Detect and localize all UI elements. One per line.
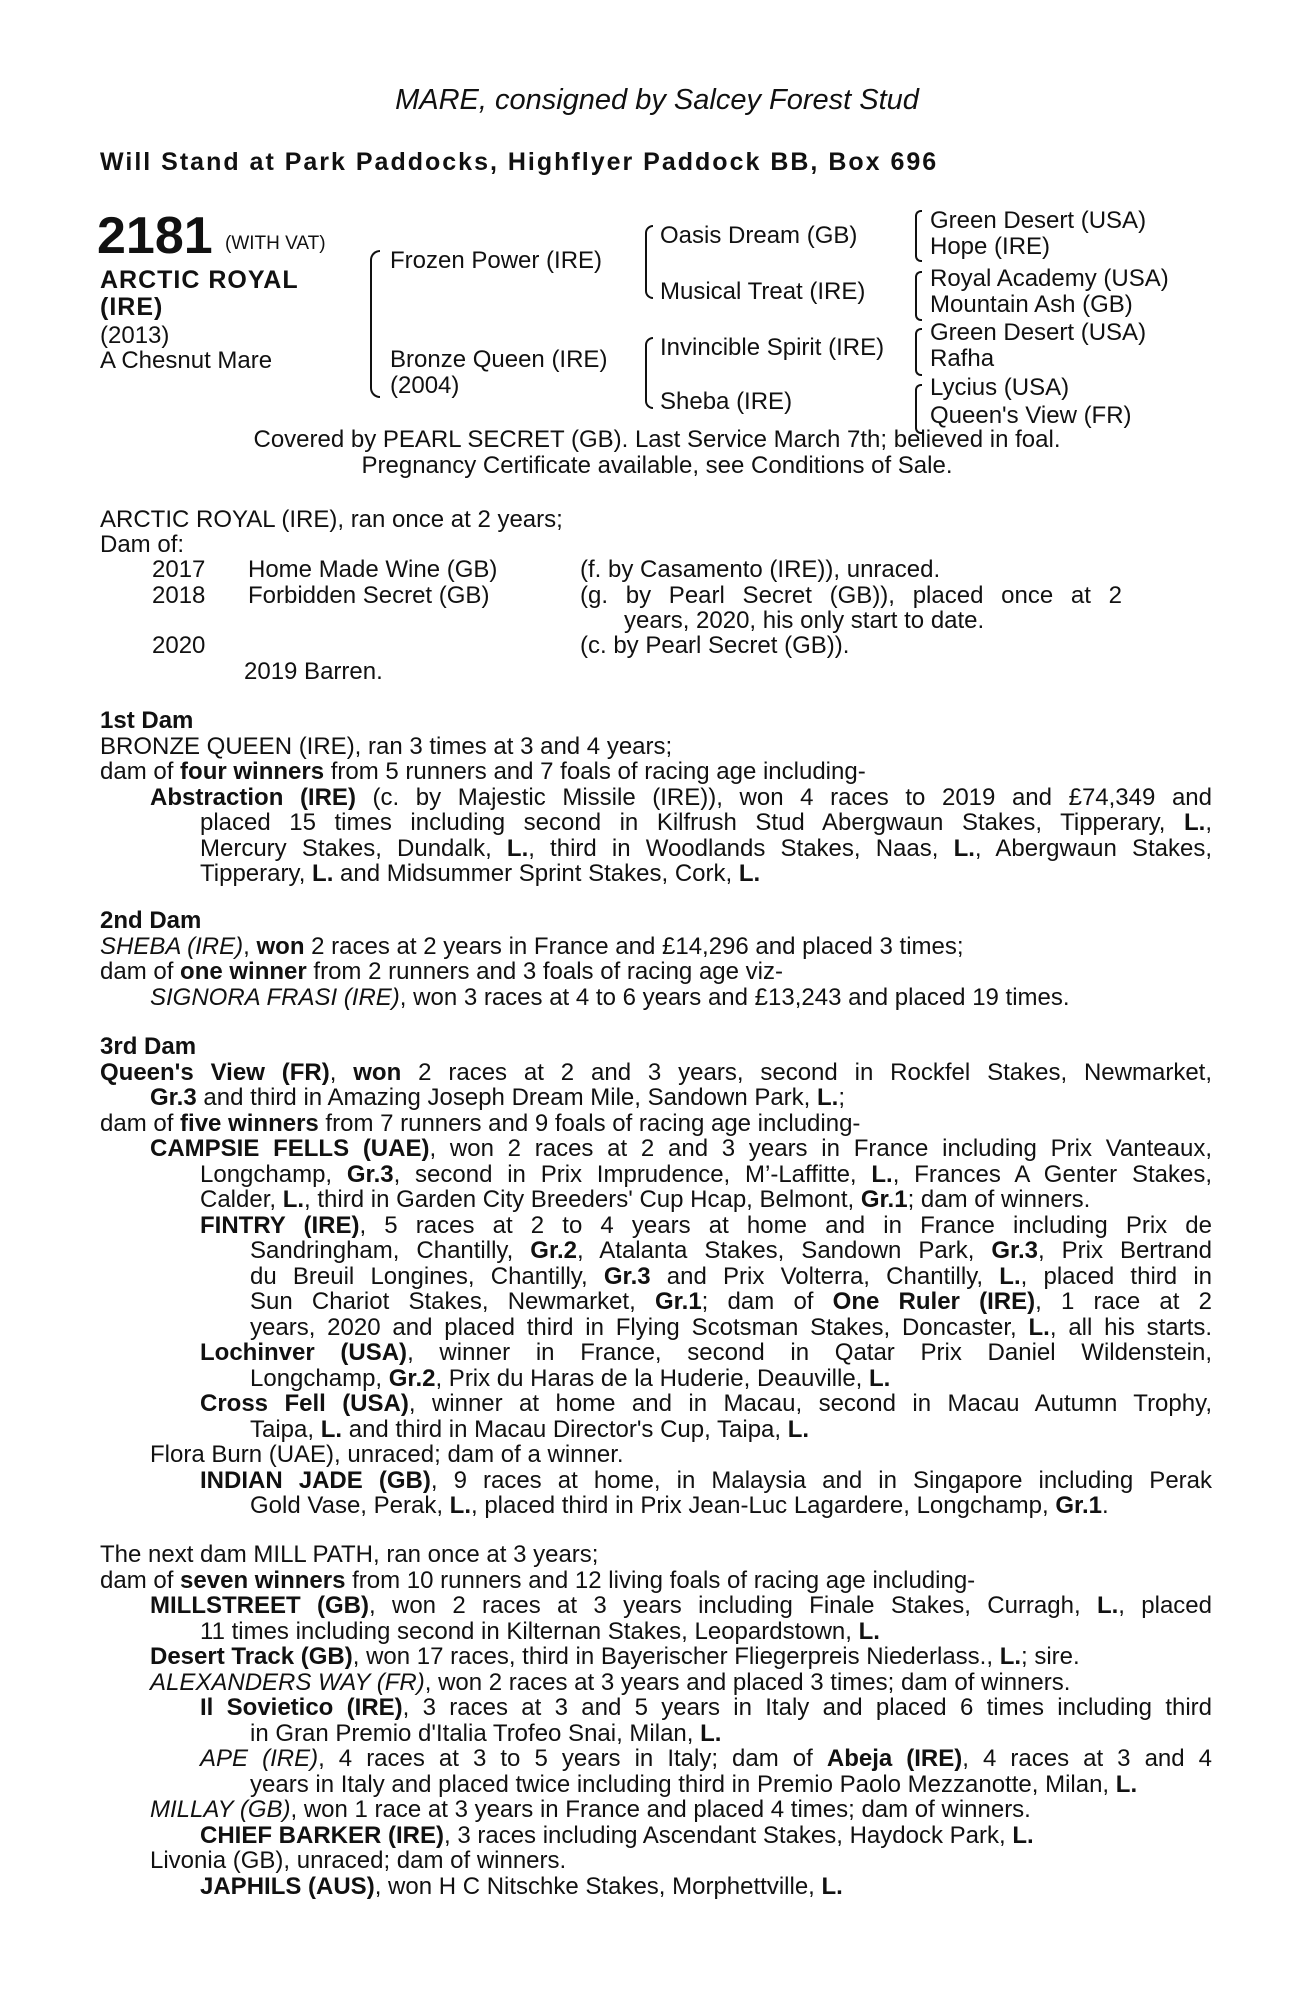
produce-note: (g. by Pearl Secret (GB)), placed once at 2 [580, 582, 1122, 609]
pedigree-brace [370, 250, 380, 398]
page-title: MARE, consigned by Salcey Forest Stud [395, 84, 919, 116]
progeny-line: Gold Vase, Perak, L., placed third in Prix Jean-Luc Lagardere, Longchamp, Gr.1. [250, 1492, 1109, 1519]
progeny-line: FINTRY (IRE), 5 races at 2 to 4 years at home and in France including Prix de [200, 1211, 1212, 1239]
progeny-line: Mercury Stakes, Dundalk, L., third in Woodlands Stakes, Naas, L., Abergwaun Stakes, [200, 834, 1213, 862]
pedigree-ssd: Hope (IRE) [930, 233, 1051, 260]
progeny-line: years, 2020 and placed third in Flying Scotsman Stakes, Doncaster, L., all his starts. [250, 1313, 1212, 1341]
pedigree-brace-dam [645, 337, 653, 409]
progeny-line: Sun Chariot Stakes, Newmarket, Gr.1; dam of One Ruler (IRE), 1 race at 2 [250, 1288, 1213, 1315]
progeny-line: Cross Fell (USA), winner at home and in Macau, second in Macau Autumn Trophy, [200, 1390, 1212, 1417]
progeny-line: placed 15 times including second in Kilfrush Stud Abergwaun Stakes, Tipperary, L., [200, 809, 1212, 836]
progeny-line: Livonia (GB), unraced; dam of winners. [150, 1847, 567, 1874]
produce-note-cont: years, 2020, his only start to date. [624, 607, 985, 634]
progeny-line: MILLSTREET (GB), won 2 races at 3 years including Finale Stakes, Curragh, L., placed [150, 1592, 1213, 1619]
pedigree-brace-sd [915, 271, 922, 321]
pedigree-dam: Bronze Queen (IRE) [390, 346, 608, 373]
progeny-line: INDIAN JADE (GB), 9 races at home, in Malaysia and in Singapore including Perak [200, 1466, 1213, 1494]
produce-intro: ARCTIC ROYAL (IRE), ran once at 2 years; [100, 506, 563, 533]
pedigree-brace-ds [915, 328, 922, 376]
section-heading: 2nd Dam [100, 907, 202, 934]
progeny-line: CHIEF BARKER (IRE), 3 races including Ascendant Stakes, Haydock Park, L. [200, 1821, 1034, 1849]
dam-line: SHEBA (IRE), won 2 races at 2 years in France and £14,296 and placed 3 times; [100, 932, 964, 960]
pedigree-dsd: Rafha [930, 345, 995, 372]
progeny-line: Abstraction (IRE) (c. by Majestic Missile (IRE)), won 4 races to 2019 and £74,349 and [150, 783, 1212, 811]
stand-location: Will Stand at Park Paddocks, Highflyer Paddock BB, Box 696 [100, 148, 939, 176]
pedigree-dam-sire: Invincible Spirit (IRE) [660, 334, 885, 361]
pedigree-sire-dam: Musical Treat (IRE) [660, 278, 866, 305]
produce-year: 2018 [152, 582, 206, 609]
dam-line: dam of four winners from 5 runners and 7 foals of racing age including- [100, 758, 866, 785]
progeny-line: Desert Track (GB), won 17 races, third in Bayerischer Fliegerpreis Niederlass., L.; sire. [150, 1643, 1080, 1670]
pedigree-brace-sire [645, 225, 653, 299]
dam-line: The next dam MILL PATH, ran once at 3 years; [100, 1541, 599, 1568]
progeny-line: Lochinver (USA), winner in France, second in Qatar Prix Daniel Wildenstein, [200, 1339, 1213, 1366]
second-dam-section [100, 908, 1212, 1010]
horse-year: (2013) [100, 322, 170, 349]
progeny-line: in Gran Premio d'Italia Trofeo Snai, Milan, L. [250, 1719, 722, 1747]
vat-note: (WITH VAT) [225, 233, 326, 254]
lot-number: 2181 [97, 207, 213, 265]
pedigree-dss: Green Desert (USA) [930, 319, 1147, 346]
progeny-line: Flora Burn (UAE), unraced; dam of a winner. [150, 1441, 624, 1468]
next-dam-section [100, 1542, 1212, 1899]
produce-year: 2017 [152, 556, 206, 583]
pedigree-ddd: Queen's View (FR) [930, 402, 1132, 429]
produce-name: Home Made Wine (GB) [248, 556, 498, 583]
produce-note: (c. by Pearl Secret (GB)). [580, 632, 850, 659]
progeny-line: Longchamp, Gr.2, Prix du Haras de la Huderie, Deauville, L. [250, 1364, 891, 1392]
dam-line: dam of five winners from 7 runners and 9 foals of racing age including- [100, 1109, 861, 1137]
horse-name: ARCTIC ROYAL [100, 266, 299, 294]
pedigree-sire-sire: Oasis Dream (GB) [660, 222, 858, 249]
progeny-line: APE (IRE), 4 races at 3 to 5 years in Italy; dam of Abeja (IRE), 4 races at 3 and 4 [200, 1745, 1213, 1772]
progeny-line: MILLAY (GB), won 1 race at 3 years in France and placed 4 times; dam of winners. [150, 1796, 1031, 1823]
produce-barren: 2019 Barren. [244, 658, 383, 685]
progeny-line: Tipperary, L. and Midsummer Sprint Stakes, Cork, L. [200, 860, 761, 887]
pedigree-sire: Frozen Power (IRE) [390, 247, 603, 274]
horse-description: A Chesnut Mare [100, 347, 273, 374]
progeny-line: JAPHILS (AUS), won H C Nitschke Stakes, Morphettville, L. [200, 1872, 843, 1900]
produce-year: 2020 [152, 632, 206, 659]
progeny-line: CAMPSIE FELLS (UAE), won 2 races at 2 and 3 years in France including Prix Vanteaux, [150, 1135, 1212, 1162]
pedigree-dam-dam: Sheba (IRE) [660, 388, 793, 415]
dam-line: Gr.3 and third in Amazing Joseph Dream Mile, Sandown Park, L.; [150, 1084, 846, 1111]
pedigree-brace-ss [915, 210, 922, 262]
pregnancy-note: Pregnancy Certificate available, see Conditions of Sale. [361, 452, 953, 479]
pedigree-sss: Green Desert (USA) [930, 207, 1147, 234]
dam-line: dam of seven winners from 10 runners and 12 living foals of racing age including- [100, 1566, 976, 1594]
produce-dam-of: Dam of: [100, 531, 185, 558]
progeny-line: Longchamp, Gr.3, second in Prix Imprudence, M’-Laffitte, L., Frances A Genter Stakes, [200, 1160, 1212, 1188]
progeny-line: du Breuil Longines, Chantilly, Gr.3 and Prix Volterra, Chantilly, L., placed third in [250, 1262, 1212, 1290]
first-dam-section [100, 708, 1212, 887]
covered-note: Covered by PEARL SECRET (GB). Last Service March 7th; believed in foal. [253, 426, 1061, 453]
section-heading: 3rd Dam [100, 1033, 197, 1060]
progeny-line: ALEXANDERS WAY (FR), won 2 races at 3 years and placed 3 times; dam of winners. [150, 1668, 1071, 1696]
horse-name-suffix: (IRE) [100, 293, 164, 321]
produce-name: Forbidden Secret (GB) [248, 582, 490, 609]
dam-line: dam of one winner from 2 runners and 3 foals of racing age viz- [100, 958, 783, 985]
produce-note: (f. by Casamento (IRE)), unraced. [580, 556, 941, 583]
pedigree-sdd: Mountain Ash (GB) [930, 291, 1133, 318]
pedigree-dam-year: (2004) [390, 372, 460, 399]
progeny-line: Calder, L., third in Garden City Breeders' Cup Hcap, Belmont, Gr.1; dam of winners. [200, 1186, 1091, 1213]
pedigree-dds: Lycius (USA) [930, 374, 1070, 401]
dam-line: BRONZE QUEEN (IRE), ran 3 times at 3 and 4 years; [100, 732, 673, 760]
dam-line: Queen's View (FR), won 2 races at 2 and 3 years, second in Rockfel Stakes, Newmarket, [100, 1058, 1213, 1086]
third-dam-section [100, 1034, 1212, 1519]
section-heading: 1st Dam [100, 707, 194, 734]
progeny-line: Taipa, L. and third in Macau Director's Cup, Taipa, L. [250, 1415, 810, 1443]
progeny-line: years in Italy and placed twice including third in Premio Paolo Mezzanotte, Milan, L. [250, 1770, 1138, 1798]
pedigree-sds: Royal Academy (USA) [930, 265, 1169, 292]
progeny-line: 11 times including second in Kilternan Stakes, Leopardstown, L. [200, 1617, 880, 1645]
progeny-line: Sandringham, Chantilly, Gr.2, Atalanta Stakes, Sandown Park, Gr.3, Prix Bertrand [250, 1237, 1213, 1264]
progeny-line: SIGNORA FRASI (IRE), won 3 races at 4 to 6 years and £13,243 and placed 19 times. [150, 983, 1070, 1011]
progeny-line: Il Sovietico (IRE), 3 races at 3 and 5 years in Italy and placed 6 times including third [200, 1694, 1212, 1721]
